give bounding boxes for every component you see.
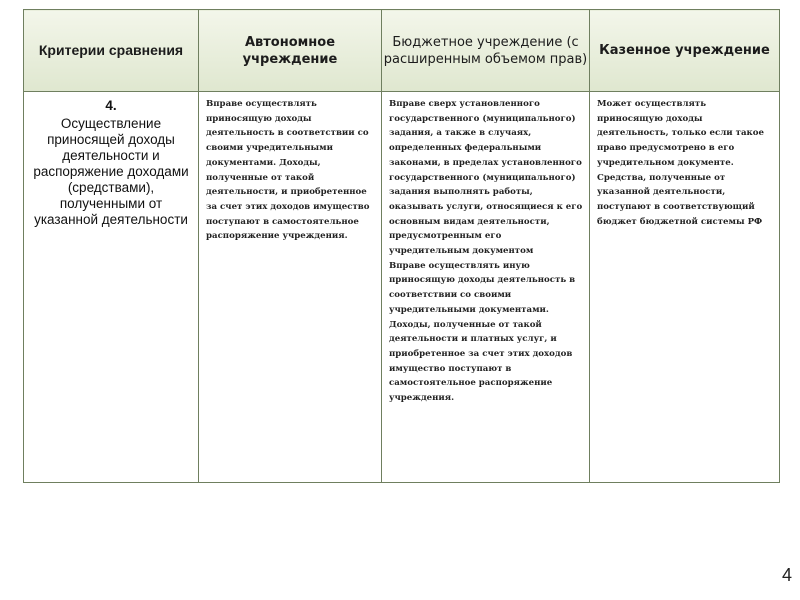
criterion-text: Осуществление приносящей доходы деятельности и распоряжение доходами (средствами), полученными от указанной деятельности bbox=[33, 116, 189, 227]
criterion-cell bbox=[24, 92, 199, 483]
page-number: 4 bbox=[781, 565, 792, 585]
autonomous-cell bbox=[199, 92, 382, 483]
state-cell bbox=[590, 92, 780, 483]
budget-text-1: Вправе сверх установленного государственного (муниципального) задания, а также в случаях, определенных федеральными законами, в пределах установленного государственного (муниципального) задания выполнять работы, оказывать услуги, относящиеся к его основным видам деятельности, предусмотренным его учредительным документом bbox=[389, 99, 583, 257]
table-header-row bbox=[24, 10, 780, 92]
budget-cell bbox=[382, 92, 590, 483]
autonomous-text: Вправе осуществлять приносящую доходы деятельность в соответствии со своими учредительными документами. Доходы, полученные от такой деятельности, и приобретенное за счет этих доходов имущество поступают в самостоятельное распоряжение учреждения. bbox=[206, 99, 370, 242]
header-criteria: Критерии сравнения bbox=[24, 10, 199, 92]
state-text: Может осуществлять приносящую доходы деятельность, только если такое право предусмотрено в его учредительном документе. Средства, полученные от указанной деятельности, поступают в соответствующий бюджет бюджетной системы РФ bbox=[597, 99, 764, 227]
criterion-number: 4. bbox=[105, 98, 117, 113]
table-row bbox=[24, 92, 780, 483]
budget-text-2: Вправе осуществлять иную приносящую доходы деятельность в соответствии со своими учредительными документами. Доходы, полученные от такой деятельности и платных услуг, и приобретенное за счет этих доходов имущество поступают в самостоятельное распоряжение учреждения. bbox=[389, 260, 576, 404]
header-budget: Бюджетное учреждение (с расширенным объемом прав) bbox=[382, 10, 590, 92]
header-state: Казенное учреждение bbox=[590, 10, 780, 92]
comparison-table bbox=[23, 9, 780, 483]
header-autonomous: Автономное учреждение bbox=[199, 10, 382, 92]
